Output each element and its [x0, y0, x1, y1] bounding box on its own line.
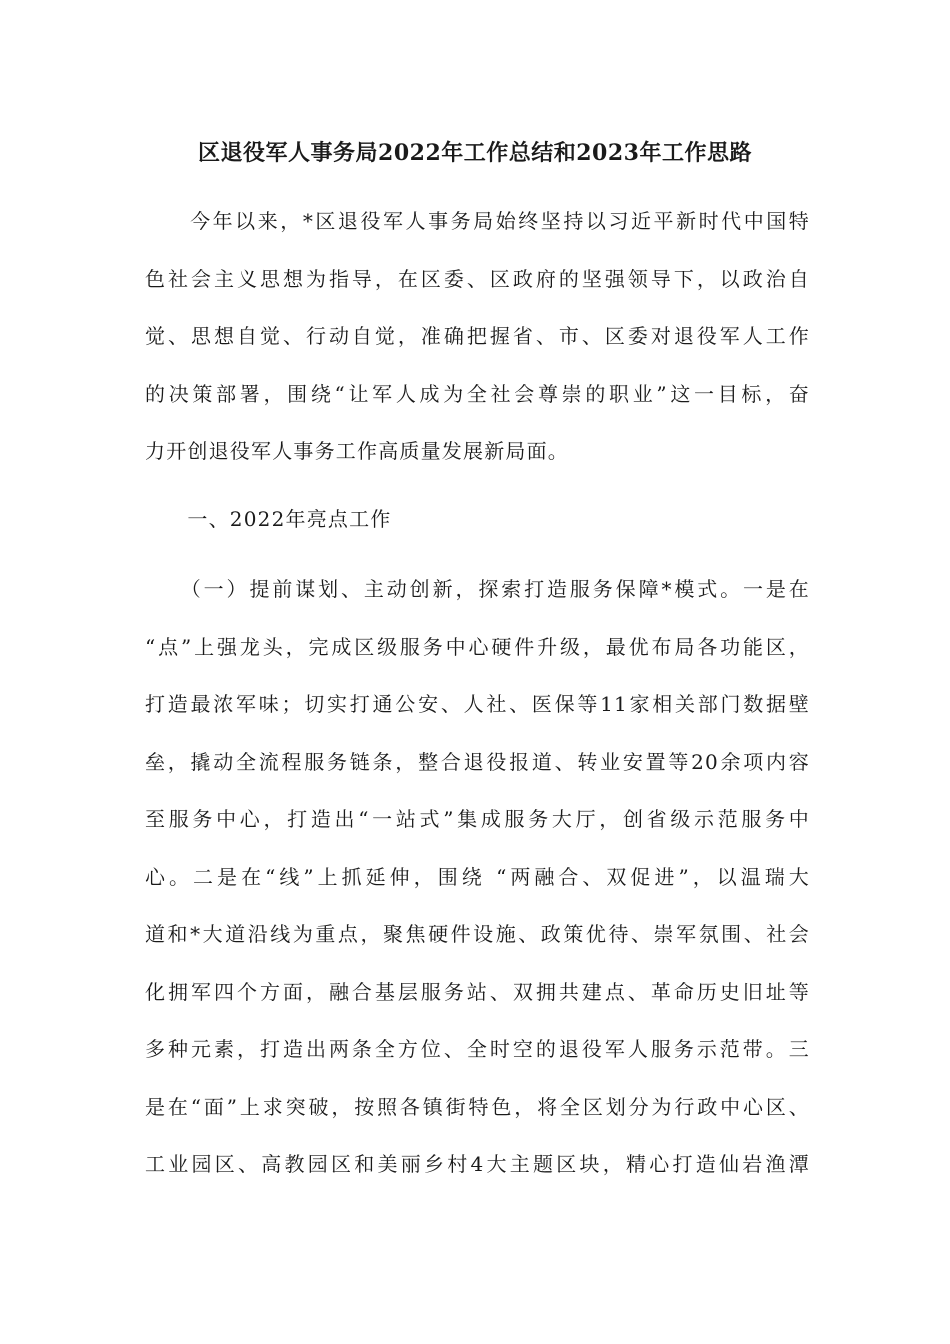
text-line: 是在“面”上求突破，按照各镇街特色，将全区划分为行政中心区、: [145, 1094, 810, 1119]
text-line: 色社会主义思想为指导，在区委、区政府的坚强领导下，以政治自: [145, 266, 810, 291]
text-line: 化拥军四个方面，融合基层服务站、双拥共建点、革命历史旧址等: [145, 979, 810, 1004]
text-line: 觉、思想自觉、行动自觉，准确把握省、市、区委对退役军人工作: [145, 324, 810, 348]
section-heading: [145, 491, 810, 549]
text-line: 垒，撬动全流程服务链条，整合退役报道、转业安置等20余项内容: [145, 749, 810, 774]
text-line: 的决策部署，围绕“让军人成为全社会尊崇的职业”这一目标，奋: [145, 381, 810, 406]
text-line: 心。二是在“线”上抓延伸，围绕 “两融合、双促进”，以温瑞大: [145, 864, 810, 889]
text-line: “点”上强龙头，完成区级服务中心硬件升级，最优布局各功能区，: [145, 634, 810, 659]
section-paragraph: [145, 561, 810, 1194]
text-line: 力开创退役军人事务工作高质量发展新局面。: [145, 439, 569, 463]
text-line: 今年以来，*区退役军人事务局始终坚持以习近平新时代中国特: [145, 209, 810, 233]
text-line: 至服务中心，打造出“一站式”集成服务大厅，创省级示范服务中: [145, 807, 810, 831]
text-line: 道和*大道沿线为重点，聚焦硬件设施、政策优待、崇军氛围、社会: [145, 922, 810, 946]
text-line: （一）提前谋划、主动创新，探索打造服务保障*模式。一是在: [145, 577, 810, 601]
text-line: 打造最浓军味；切实打通公安、人社、医保等11家相关部门数据壁: [145, 692, 810, 716]
text-line: 工业园区、高教园区和美丽乡村4大主题区块，精心打造仙岩渔潭: [145, 1152, 810, 1176]
intro-paragraph: [145, 193, 810, 481]
section-heading-text: 一、2022年亮点工作: [145, 507, 392, 531]
document-title: 区退役军人事务局2022年工作总结和2023年工作思路: [198, 140, 752, 166]
text-line: 多种元素，打造出两条全方位、全时空的退役军人服务示范带。三: [145, 1037, 810, 1061]
